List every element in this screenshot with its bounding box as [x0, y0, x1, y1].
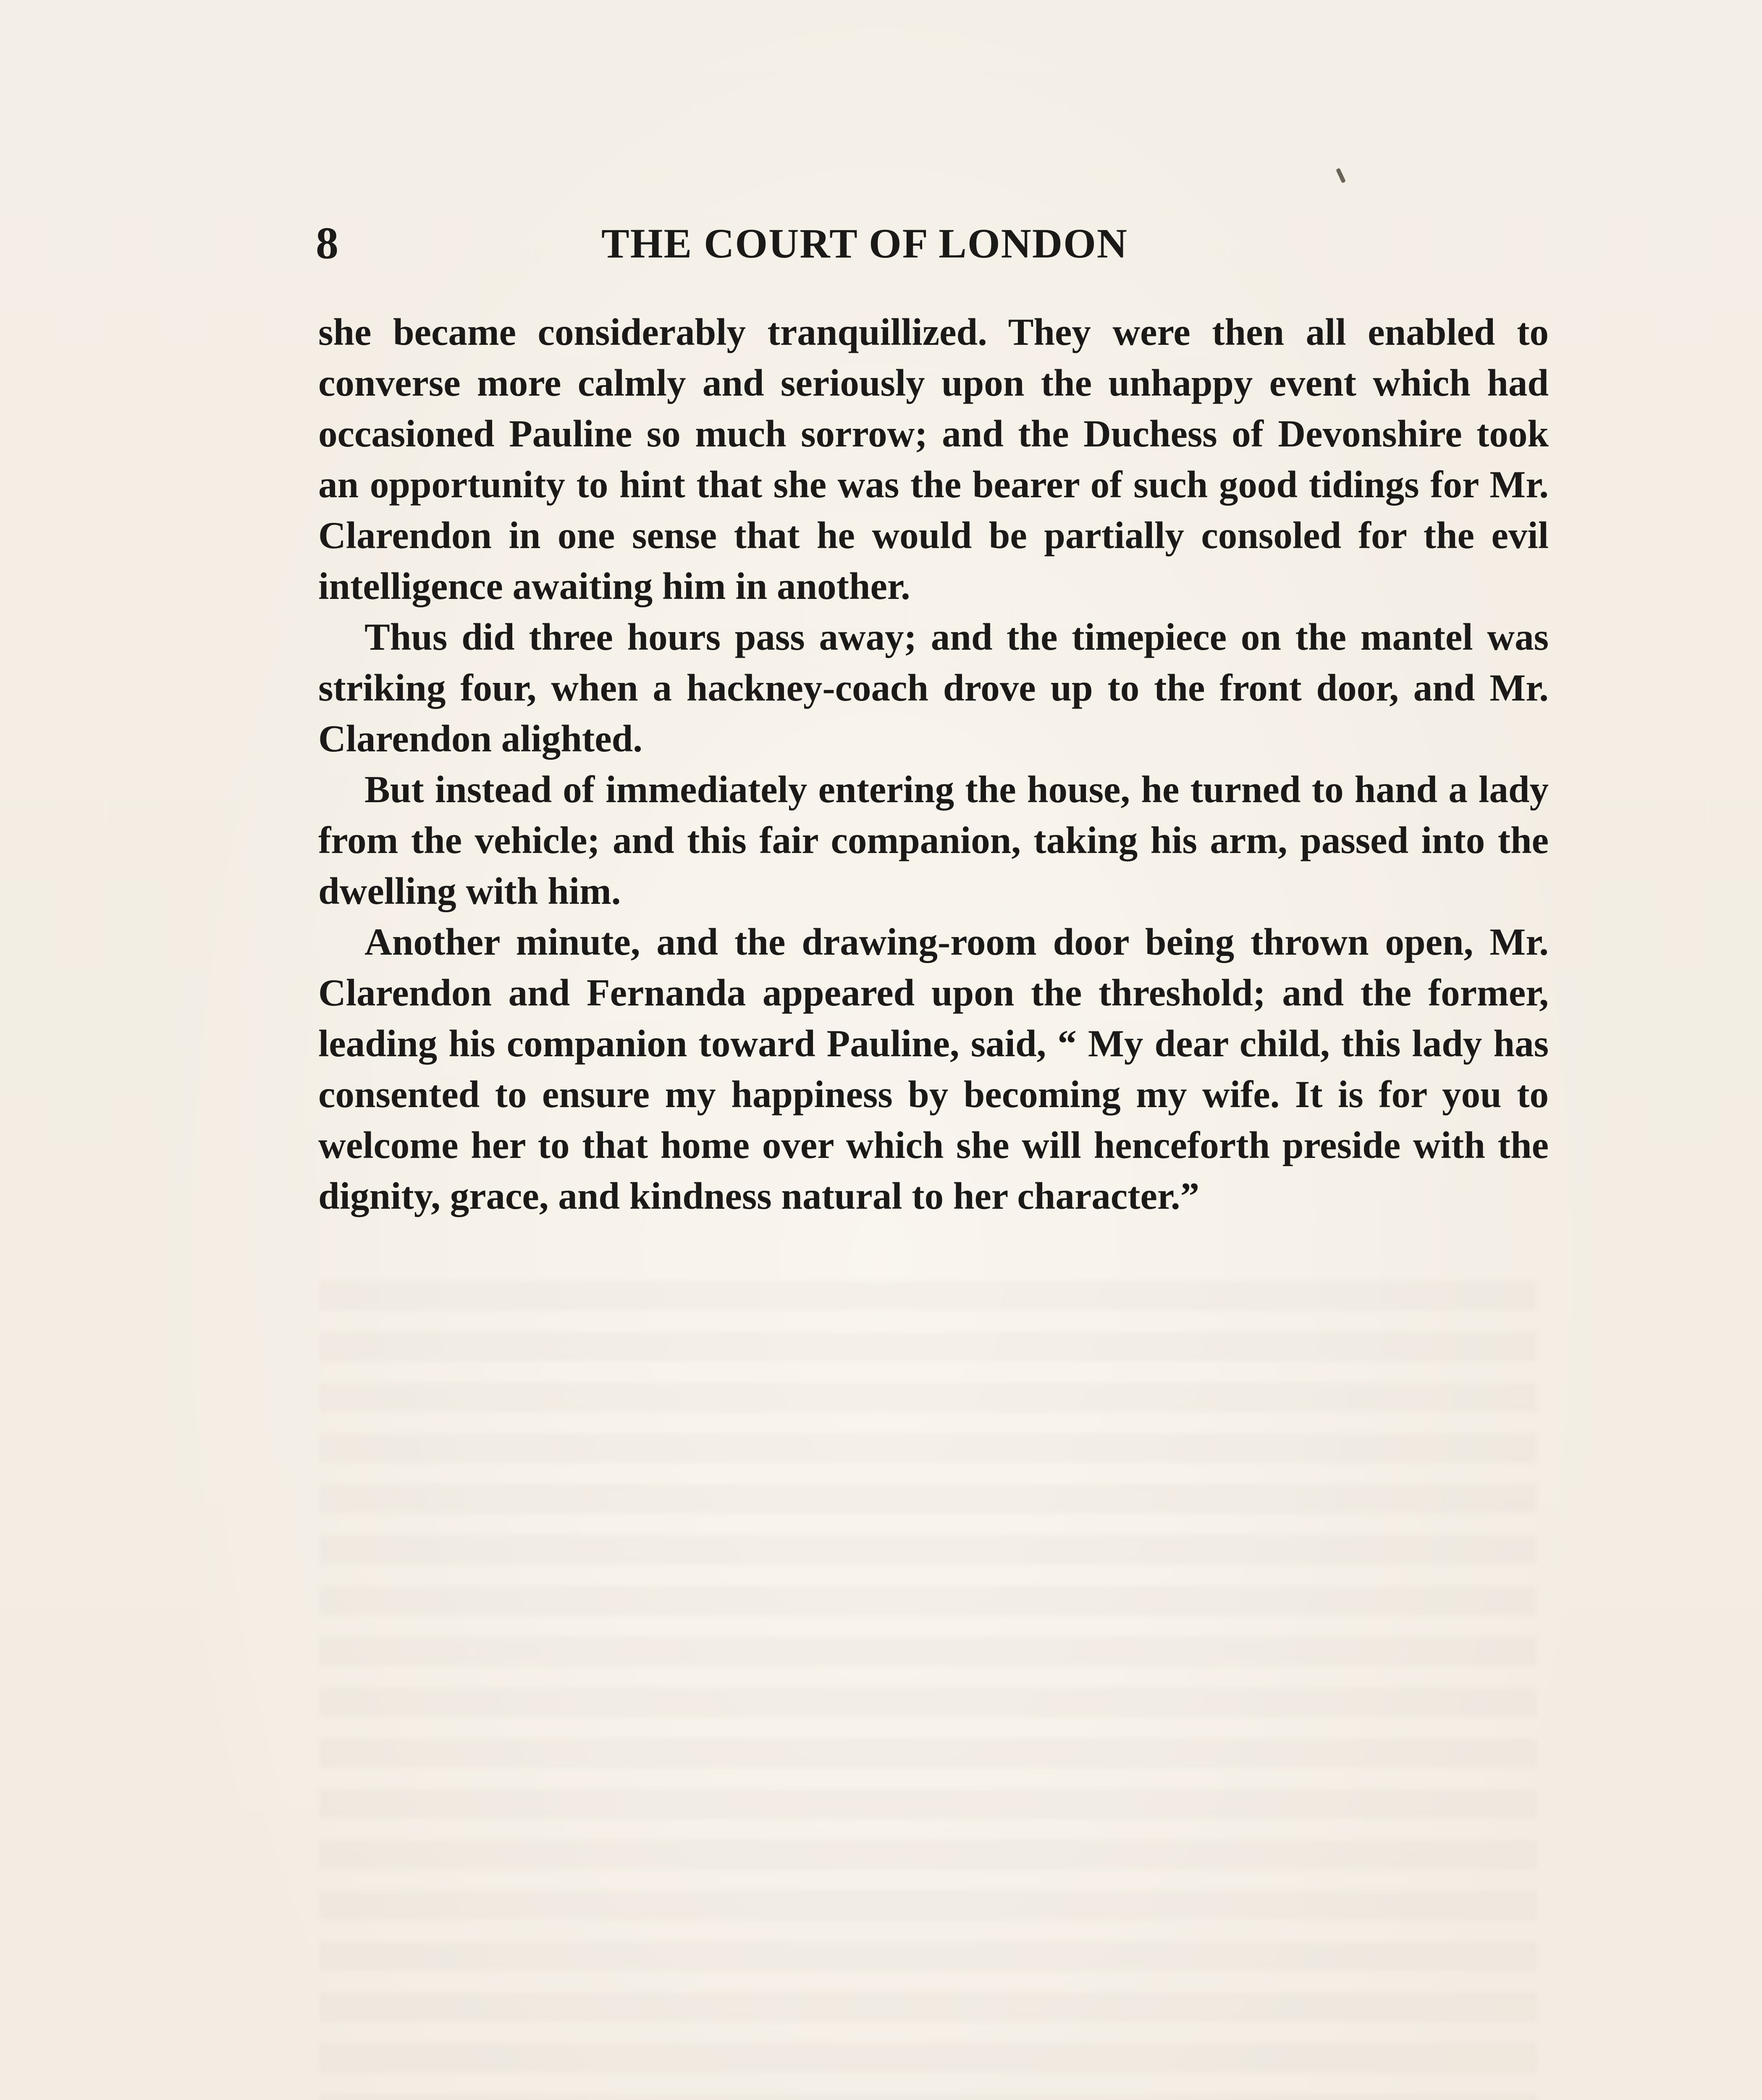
paragraph: But instead of immediately entering the house, he turned to hand a lady from the vehicle; and this fair companion, taking his arm, passed into the dwelling with him. [318, 768, 1549, 912]
paper-speck [1336, 168, 1346, 184]
paragraph: Thus did three hours pass away; and the timepiece on the mantel was striking four, when a hackney-coach drove up to the front door, and Mr. Clarendon alighted. [318, 616, 1549, 760]
page-number: 8 [316, 218, 338, 268]
running-head [316, 210, 1550, 277]
paragraph: she became considerably tranquillized. They were then all enabled to converse more calmly and seriously upon the unhappy event which had occasioned Pauline so much sorrow; and the Duchess of Devonshire took an opportunity to hint that she was the bearer of such good tidings for Mr. Clarendon in one sense that he would be partially consoled for the evil intelligence awaiting him in another. [318, 311, 1549, 607]
body-text [318, 307, 1549, 1221]
show-through-text [319, 1281, 1537, 2100]
book-title: THE COURT OF LONDON [601, 220, 1128, 267]
paragraph: Another minute, and the drawing-room door being thrown open, Mr. Clarendon and Fernanda appeared upon the threshold; and the former, leading his companion toward Pauline, said, “ My dear child, this lady has consented to ensure my happiness by becoming my wife. It is for you to welcome her to that home over which she will henceforth preside with the dignity, grace, and kindness natural to her character.” [318, 921, 1549, 1217]
